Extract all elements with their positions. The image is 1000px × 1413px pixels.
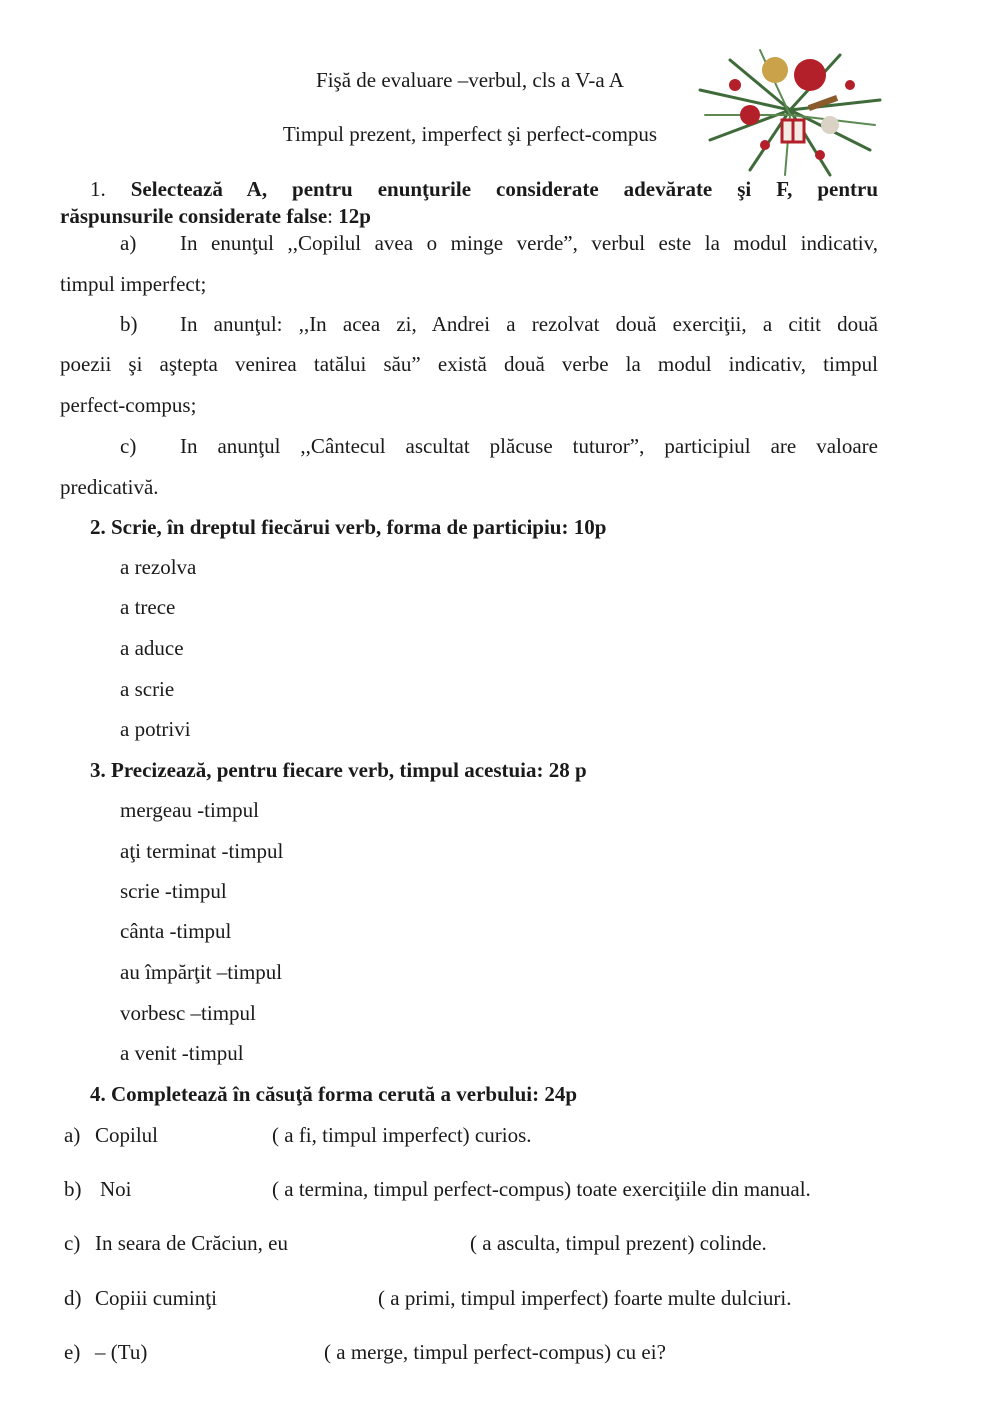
q1-instruction-line1: [90, 176, 878, 202]
q2-verb: a rezolva: [120, 555, 197, 579]
page-title: Fişă de evaluare –verbul, cls a V-a A: [316, 68, 624, 92]
q1-item-b-letter: b): [120, 312, 138, 336]
q4-item-hint: ( a termina, timpul perfect-compus) toate exerciţiile din manual.: [272, 1177, 811, 1201]
q3-verb: vorbesc –timpul: [120, 1001, 256, 1025]
q4-item-subject: Noi: [100, 1177, 132, 1201]
q2-verb: a scrie: [120, 677, 175, 701]
q3-verb: mergeau -timpul: [120, 798, 259, 822]
q4-item-subject: Copiii cuminţi: [95, 1286, 217, 1310]
q1-item-b-line1: In anunţul: ,,In acea zi, Andrei a rezolvat două exerciţii, a citit două: [180, 312, 878, 336]
christmas-wreath-icon: [690, 30, 890, 180]
q1-item-a-line1: In enunţul ,,Copilul avea o minge verde”, verbul este la modul indicativ,: [180, 231, 878, 255]
q1-instruction-text: Selectează A, pentru enunţurile considerate adevărate şi F, pentru: [130, 177, 878, 201]
q4-item-letter: e): [64, 1340, 81, 1364]
page-subtitle: Timpul prezent, imperfect şi perfect-compus: [282, 122, 658, 146]
q4-item-subject: In seara de Crăciun, eu: [95, 1231, 288, 1255]
q3-verb: scrie -timpul: [120, 879, 227, 903]
q2-verb: a trece: [120, 595, 176, 619]
q1-item-c-letter: c): [120, 434, 137, 458]
q3-heading: 3. Precizează, pentru fiecare verb, timpul acestuia: 28 p: [90, 758, 587, 782]
q4-item-hint: ( a primi, timpul imperfect) foarte multe dulciuri.: [378, 1286, 792, 1310]
q4-item-subject: Copilul: [95, 1123, 159, 1147]
q4-item-hint: ( a asculta, timpul prezent) colinde.: [470, 1231, 767, 1255]
q1-item-c-line2: predicativă.: [60, 475, 159, 499]
q3-verb: a venit -timpul: [120, 1041, 244, 1065]
q4-heading: 4. Completează în căsuţă forma cerută a verbului: 24p: [90, 1082, 578, 1106]
q1-colon: :: [327, 204, 333, 228]
q4-item-letter: b): [64, 1177, 82, 1201]
q3-verb: cânta -timpul: [120, 919, 232, 943]
q1-item-b-line3: perfect-compus;: [60, 393, 197, 417]
q1-instruction-line2: [60, 203, 371, 229]
q3-verb: au împărţit –timpul: [120, 960, 283, 984]
q1-item-c-line1: In anunţul ,,Cântecul ascultat plăcuse tuturor”, participiul are valoare: [180, 434, 878, 458]
q3-verb: aţi terminat -timpul: [120, 839, 284, 863]
q1-instruction-text-2: răspunsurile considerate false: [60, 204, 328, 228]
q2-verb: a aduce: [120, 636, 184, 660]
q2-heading: 2. Scrie, în dreptul fiecărui verb, forma de participiu: 10p: [90, 515, 607, 539]
q1-item-a-line2: timpul imperfect;: [60, 272, 207, 296]
q4-item-subject: – (Tu): [95, 1340, 148, 1364]
q4-item-hint: ( a fi, timpul imperfect) curios.: [272, 1123, 532, 1147]
q1-number: 1.: [90, 177, 106, 201]
q2-verb: a potrivi: [120, 717, 191, 741]
q1-item-a-letter: a): [120, 231, 137, 255]
q1-points: 12p: [338, 204, 371, 228]
q1-item-b-line2: poezii şi aştepta venirea tatălui său” există două verbe la modul indicativ, timpul: [60, 352, 878, 376]
q4-item-letter: d): [64, 1286, 82, 1310]
q4-item-letter: c): [64, 1231, 81, 1255]
q4-item-letter: a): [64, 1123, 81, 1147]
q4-item-hint: ( a merge, timpul perfect-compus) cu ei?: [324, 1340, 666, 1364]
